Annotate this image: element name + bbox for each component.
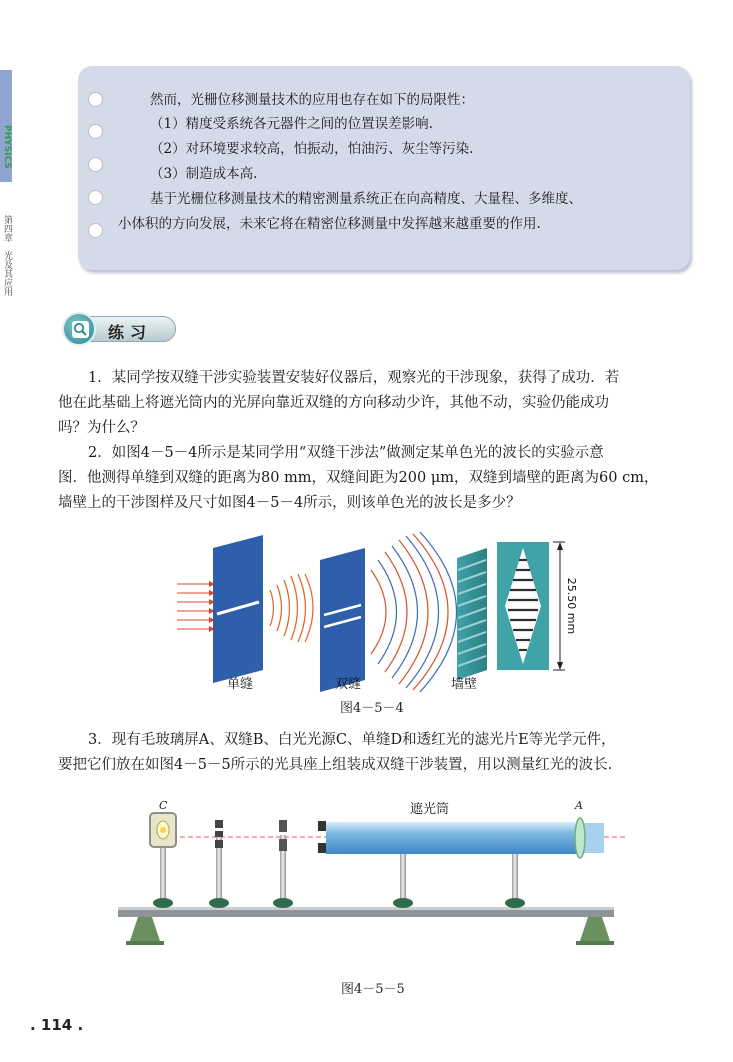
- text-line: 3．现有毛玻璃屏A、双缝B、白光光源C、单缝D和透红光的滤光片E等光学元件，: [88, 732, 616, 748]
- question-3: [58, 728, 694, 778]
- light-tube: [326, 822, 584, 854]
- incident-light-arrows: [177, 584, 209, 629]
- dimension-label: 25.50 mm: [565, 577, 578, 635]
- optical-element: [215, 820, 223, 828]
- label-tube: 遮光筒: [410, 802, 450, 817]
- figure-double-slit: [175, 530, 585, 695]
- label-wall: 墙壁: [451, 677, 478, 692]
- chapter-label: 第四章 光及其应用: [2, 215, 12, 296]
- exercise-header: [62, 312, 176, 346]
- binder-hole-icon: [88, 124, 103, 139]
- text-line: 墙壁上的干涉图样及尺寸如图4－5－4所示，则该单色光的波长是多少？: [58, 495, 521, 511]
- text-line: 1．某同学按双缝干涉实验装置安装好仪器后，观察光的干涉现象，获得了成功．若: [88, 370, 620, 386]
- figure-optical-bench: [112, 795, 632, 960]
- double-slit-plate: [320, 548, 365, 692]
- exercise-badge: [62, 312, 96, 346]
- note-line: 然而，光栅位移测量技术的应用也存在如下的局限性：: [150, 92, 474, 108]
- label-c: C: [159, 799, 168, 812]
- label-single-slit: 单缝: [227, 677, 254, 692]
- figure2-caption: 图4－5－5: [341, 982, 405, 997]
- screen-a: [575, 818, 585, 858]
- label-double-slit: 双缝: [335, 677, 362, 692]
- page-number: . 114 .: [30, 1016, 84, 1034]
- question-1: [58, 366, 694, 441]
- bench-foot-left: [130, 917, 160, 941]
- figure1-caption: 图4－5－4: [340, 701, 404, 716]
- text-line: 他在此基础上将遮光筒内的光屏向靠近双缝的方向移动少许，其他不动，实验仍能成功: [58, 395, 609, 411]
- text-line: 要把它们放在如图4－5－5所示的光具座上组装成双缝干涉装置，用以测量红光的波长.: [58, 757, 613, 773]
- binder-hole-icon: [88, 190, 103, 205]
- label-a: A: [575, 799, 583, 812]
- text-line: 图．他测得单缝到双缝的距离为80 mm，双缝间距为200 μm，双缝到墙壁的距离为60 cm，: [58, 470, 659, 486]
- exercise-title: 练习: [108, 323, 153, 342]
- binder-hole-icon: [88, 157, 103, 172]
- question-2: [58, 441, 694, 516]
- optical-element: [279, 820, 287, 832]
- note-line: 基于光栅位移测量技术的精密测量系统正在向高精度、大量程、多维度、: [150, 191, 582, 207]
- binder-hole-icon: [88, 92, 103, 107]
- text-line: 2．如图4－5－4所示是某同学用“双缝干涉法”做测定某单色光的波长的实验示意: [88, 445, 604, 461]
- magnifier-icon: [72, 321, 89, 338]
- waves-double: [371, 532, 457, 692]
- note-line: 小体积的方向发展，未来它将在精密位移测量中发挥越来越重要的作用.: [118, 216, 541, 232]
- note-line: （2）对环境要求较高，怕振动，怕油污、灰尘等污染.: [150, 141, 474, 157]
- text-line: 吗？为什么？: [58, 420, 145, 436]
- physics-label: PHYSICS: [2, 125, 12, 169]
- binder-hole-icon: [88, 223, 103, 238]
- bench-foot-right: [580, 917, 610, 941]
- dimension-marker: [553, 542, 565, 670]
- waves-single: [270, 574, 313, 642]
- note-line: （1）精度受系统各元器件之间的位置误差影响.: [150, 116, 433, 132]
- note-line: （3）制造成本高.: [150, 166, 258, 182]
